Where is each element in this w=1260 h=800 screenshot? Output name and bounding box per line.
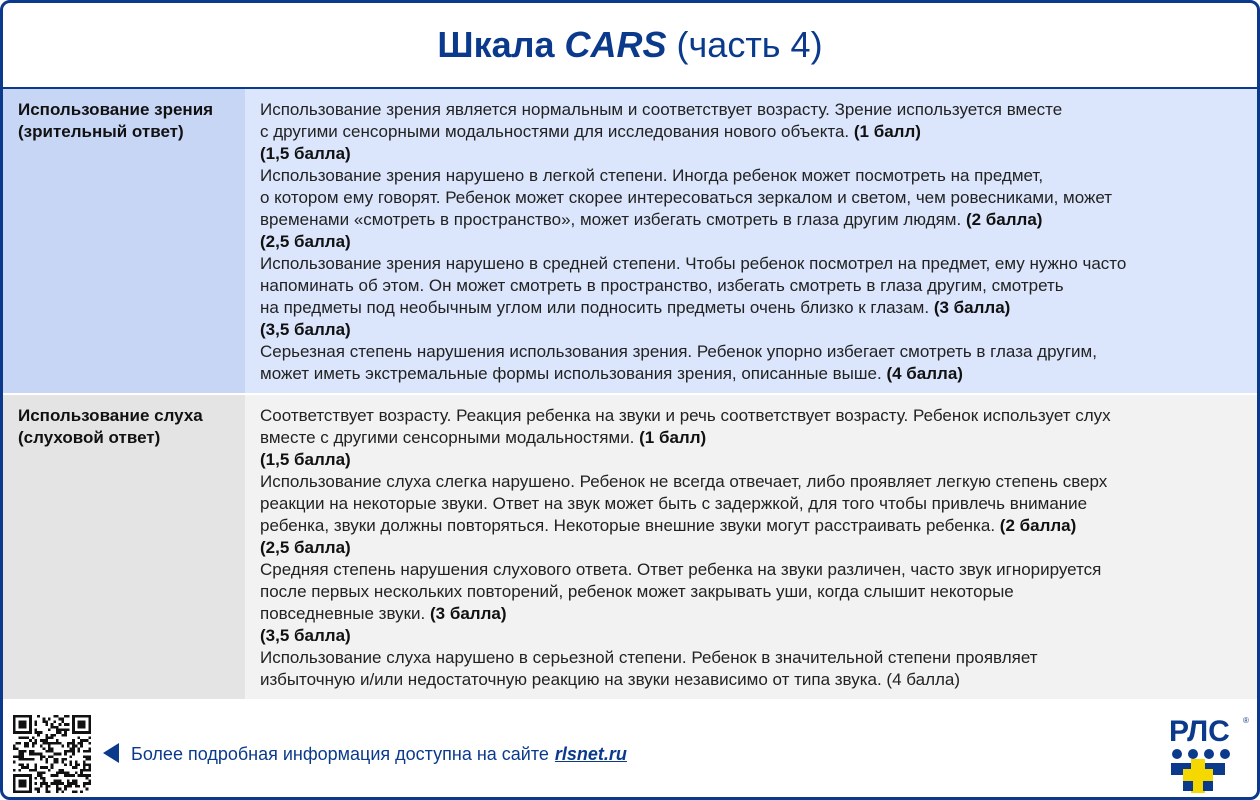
score-label: (1 балл) [639, 428, 707, 447]
description-text: Использование зрения нарушено в легкой степени. Иногда ребенок может посмотреть на предмет, [260, 166, 1044, 185]
description-line [260, 471, 1247, 493]
description-line [260, 319, 1247, 341]
rls-logo-icon[interactable] [1163, 711, 1253, 795]
footer-info-text: Более подробная информация доступна на сайте [131, 744, 549, 764]
description-line [260, 253, 1247, 275]
logo-text: РЛС [1169, 715, 1230, 748]
description-line [260, 559, 1247, 581]
section-description [245, 395, 1257, 699]
section-label-line: (слуховой ответ) [18, 428, 161, 447]
description-text: избыточную и/или недостаточную реакцию на звуки независимо от типа звука. (4 балла) [260, 670, 961, 689]
description-line [260, 669, 1247, 691]
description-line [260, 625, 1247, 647]
site-link[interactable]: rlsnet.ru [554, 744, 627, 764]
description-line [260, 537, 1247, 559]
description-line [260, 449, 1247, 471]
section-label-line: Использование слуха [18, 406, 203, 425]
description-text: временами «смотреть в пространство», может избегать смотреть в глаза другим людям. [260, 210, 962, 229]
description-line [260, 99, 1247, 121]
description-text: Использование слуха слегка нарушено. Ребенок не всегда отвечает, либо проявляет легкую степень сверх [260, 472, 1108, 491]
description-line [260, 143, 1247, 165]
description-line [260, 341, 1247, 363]
description-text: реакции на некоторые звуки. Ответ на звук может быть с задержкой, для того чтобы привлечь внимание [260, 494, 1088, 513]
title-bold: Шкала [437, 24, 555, 65]
description-line [260, 363, 1247, 385]
description-text: повседневные звуки. [260, 604, 426, 623]
description-text: о котором ему говорят. Ребенок может скорее интересоваться зеркалом и светом, чем ровесниками, может [260, 188, 1113, 207]
section-label-line: (зрительный ответ) [18, 122, 184, 141]
description-line [260, 493, 1247, 515]
score-label: (2,5 балла) [260, 232, 351, 251]
score-label: (2 балла) [965, 210, 1043, 229]
description-line [260, 603, 1247, 625]
description-text: на предметы под необычным углом или подносить предметы очень близко к глазам. [260, 298, 930, 317]
description-text: Средняя степень нарушения слухового ответа. Ответ ребенка на звуки различен, часто звук игнорируется [260, 560, 1102, 579]
score-label: (3 балла) [933, 298, 1011, 317]
description-text: с другими сенсорными модальностями для исследования нового объекта. [260, 122, 850, 141]
footer [3, 703, 1257, 797]
description-text: напоминать об этом. Он может смотреть в пространство, избегать смотреть в глаза другим, смотреть [260, 276, 1064, 295]
description-line [260, 209, 1247, 231]
description-text: Использование зрения нарушено в средней степени. Чтобы ребенок посмотрел на предмет, ему нужно часто [260, 254, 1127, 273]
arrow-left-icon [103, 743, 119, 763]
description-line [260, 121, 1247, 143]
section-vision [3, 89, 1257, 393]
score-label: (3,5 балла) [260, 626, 351, 645]
description-line [260, 515, 1247, 537]
section-hearing [3, 395, 1257, 699]
score-label: (2 балла) [999, 516, 1077, 535]
description-text: Использование слуха нарушено в серьезной степени. Ребенок в значительной степени проявляет [260, 648, 1038, 667]
section-label [3, 395, 245, 699]
score-label: (1,5 балла) [260, 450, 351, 469]
score-label: (3,5 балла) [260, 320, 351, 339]
qr-code-icon[interactable] [13, 715, 91, 793]
description-text: Соответствует возрасту. Реакция ребенка на звуки и речь соответствует возрасту. Ребенок использует слух [260, 406, 1111, 425]
description-text: вместе с другими сенсорными модальностями. [260, 428, 635, 447]
description-line [260, 647, 1247, 669]
score-label: (1,5 балла) [260, 144, 351, 163]
description-text: Использование зрения является нормальным и соответствует возрасту. Зрение используется вместе [260, 100, 1063, 119]
description-line [260, 405, 1247, 427]
score-label: (3 балла) [430, 604, 507, 623]
title-part: (часть 4) [676, 24, 823, 65]
description-line [260, 165, 1247, 187]
section-label [3, 89, 245, 393]
description-text: может иметь экстремальные формы использования зрения, описанные выше. [260, 364, 882, 383]
section-label-line: Использование зрения [18, 100, 214, 119]
footer-info [131, 743, 627, 765]
description-line [260, 187, 1247, 209]
description-line [260, 581, 1247, 603]
logo-registered-mark: ® [1243, 716, 1249, 725]
description-line [260, 297, 1247, 319]
score-label: (1 балл) [853, 122, 921, 141]
description-line [260, 427, 1247, 449]
title-italic: CARS [564, 24, 667, 65]
description-text: ребенка, звуки должны повторяться. Некоторые внешние звуки могут расстраивать ребенка. [260, 516, 996, 535]
description-line [260, 231, 1247, 253]
description-text: после первых нескольких повторений, ребенок может закрывать уши, когда слышит некоторые [260, 582, 1014, 601]
description-text: Серьезная степень нарушения использования зрения. Ребенок упорно избегает смотреть в глаза другим, [260, 342, 1097, 361]
section-description [245, 89, 1257, 393]
description-line [260, 275, 1247, 297]
score-label: (4 балла) [886, 364, 963, 383]
page-title [3, 3, 1257, 87]
score-label: (2,5 балла) [260, 538, 351, 557]
